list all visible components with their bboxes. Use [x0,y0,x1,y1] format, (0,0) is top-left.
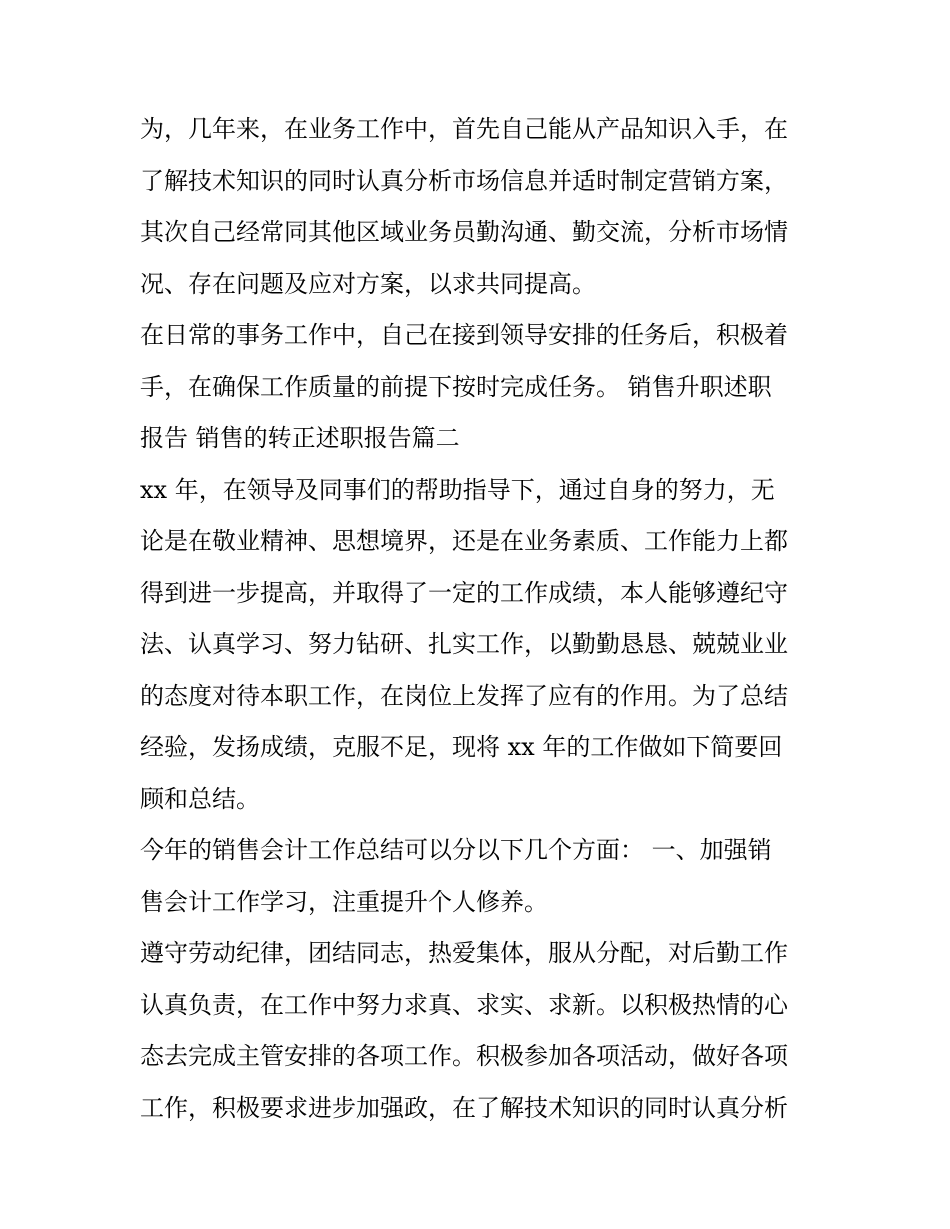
text-line: 今年的销售会计工作总结可以分以下几个方面： 一、加强销 [140,836,772,864]
text-line: 报告 销售的转正述职报告篇二 [140,424,460,452]
text-line: 法、认真学习、努力钻研、扎实工作，以勤勤恳恳、兢兢业业 [140,630,788,658]
text-line: 售会计工作学习，注重提升个人修养。 [140,887,548,916]
text-line: 为，几年来，在业务工作中，首先自己能从产品知识入手，在 [140,115,788,143]
text-line: 遵守劳动纪律，团结同志，热爱集体，服从分配，对后勤工作 [140,939,788,967]
text-line: 况、存在问题及应对方案，以求共同提高。 [140,269,596,298]
text-line: 手，在确保工作质量的前提下按时完成任务。 销售升职述职 [140,372,772,401]
text-line: 其次自己经常同其他区域业务员勤沟通、勤交流，分析市场情 [140,218,788,246]
text-line: 论是在敬业精神、思想境界，还是在业务素质、工作能力上都 [140,527,788,555]
text-line: 的态度对待本职工作，在岗位上发挥了应有的作用。为了总结 [140,681,788,710]
text-line: 工作，积极要求进步加强政，在了解技术知识的同时认真分析 [140,1093,788,1122]
text-line: 在日常的事务工作中，自己在接到领导安排的任务后，积极着 [140,321,788,349]
text-line: 态去完成主管安排的各项工作。积极参加各项活动，做好各项 [140,1042,788,1070]
text-line: 得到进一步提高，并取得了一定的工作成绩，本人能够遵纪守 [140,578,788,607]
text-line: 认真负责，在工作中努力求真、求实、求新。以积极热情的心 [140,990,788,1019]
text-line: 顾和总结。 [140,784,260,813]
text-line: xx 年，在领导及同事们的帮助指导下，通过自身的努力，无 [140,475,775,504]
text-line: 了解技术知识的同时认真分析市场信息并适时制定营销方案， [140,166,788,195]
document-body [140,104,820,1134]
text-line: 经验，发扬成绩，克服不足，现将 xx 年的工作做如下简要回 [140,733,783,761]
